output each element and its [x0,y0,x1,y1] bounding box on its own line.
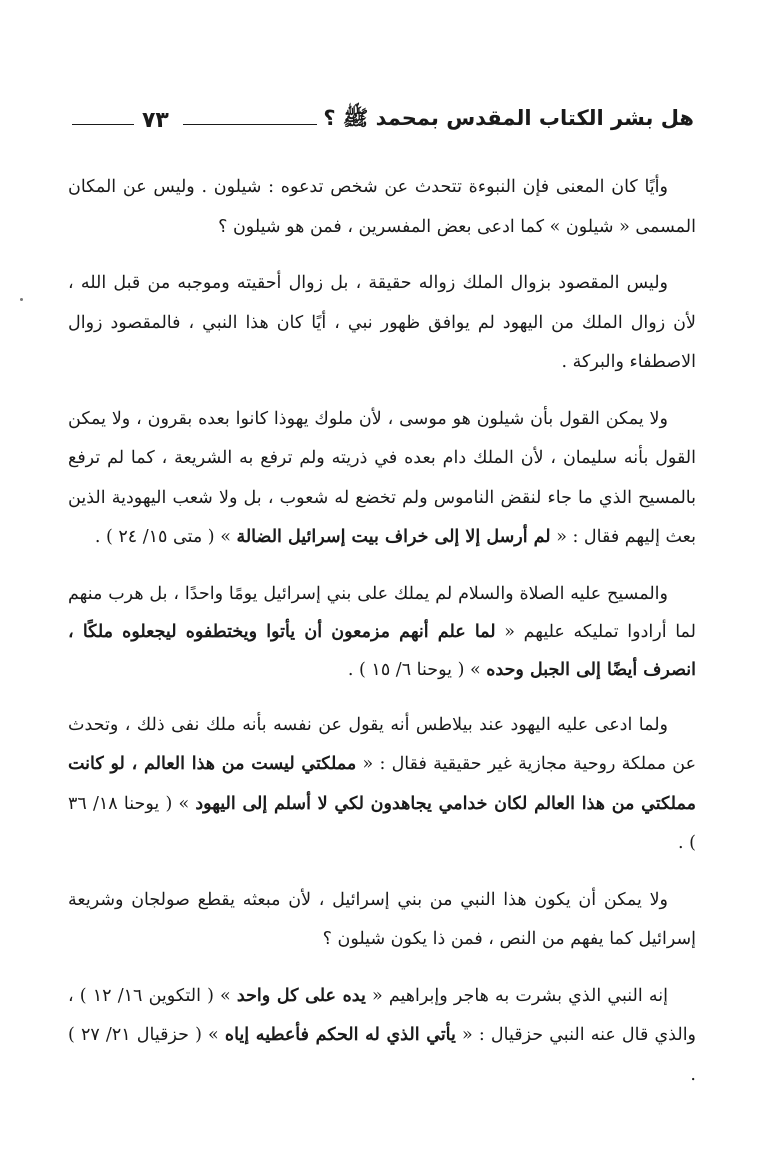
text-segment: وأيًا كان المعنى فإن النبوءة تتحدث عن شخص تدعوه : شيلون . وليس عن المكان المسمى « شيلون » كما ادعى بعض المفسرين ، فمن هو شيلون ؟ [68,177,696,237]
paragraph [68,575,696,689]
text-segment: إنه النبي الذي بشرت به هاجر وإبراهيم « [365,985,668,1006]
margin-mark [20,298,23,301]
paragraph [68,706,696,864]
text-segment: والمسيح عليه الصلاة والسلام لم يملك على بني إسرائيل يومًا واحدًا ، بل هرب منهم لما أرادوا تمليكه عليهم « [68,583,696,642]
text-segment: ولا يمكن القول بأن شيلون هو موسى ، لأن ملوك يهوذا كانوا بعده بقرون ، ولا يمكن القول بأنه سليمان ، لأن الملك دام بعده في ذريته ولم ترفع به الشريعة ، كما لم ترفع بالمسيح الذي ما جاء لنقض الناموس ولم تخضع له شعوب ، بل ولا شعب اليهودية الذين بعث إليهم فقال : « [68,408,696,547]
page-body [68,168,696,1112]
text-segment: وليس المقصود بزوال الملك زواله حقيقة ، بل زوال أحقيته وموجبه من قبل الله ، لأن زوال الملك من اليهود لم يوافق ظهور نبي ، أيًا كان هذا النبي ، فالمقصود زوال الاصطفاء والبركة . [68,273,696,372]
page-number: ٧٣ [142,107,169,133]
paragraph [68,168,696,247]
quotation: مملكتي ليست من هذا العالم ، لو كانت مملكتي من هذا العالم لكان خدامي يجاهدون لكي لا أسلم إلى اليهود [68,754,696,814]
header-rule [183,124,318,125]
quotation: لما علم أنهم مزمعون أن يأتوا ويختطفوه ليجعلوه ملكًا ، انصرف أيضًا إلى الجبل وحده [68,621,696,680]
text-segment: » ( متى ١٥/ ٢٤ ) . [94,527,237,547]
paragraph [68,264,696,383]
quotation: يده على كل واحد [236,985,366,1006]
text-segment: » ( يوحنا ٦/ ١٥ ) . [347,659,487,680]
text-segment: ولما ادعى عليه اليهود عند بيلاطس أنه يقول عن نفسه بأنه ملك نفى ذلك ، وتحدث عن مملكة روحية مجازية غير حقيقية فقال : « [68,714,697,774]
text-segment: » ( التكوين ١٦/ ١٢ ) ، والذي قال عنه النبي حزقيال : « [68,985,697,1045]
paragraph [68,977,696,1096]
text-segment: » ( يوحنا ١٨/ ٣٦ ) . [68,793,696,853]
running-title: هل بشر الكتاب المقدس بمحمد ﷺ ؟ [323,105,694,130]
paragraph [68,400,696,558]
header-rule-end [72,124,134,125]
paragraph [68,881,696,960]
quotation: يأتي الذي له الحكم فأعطيه إياه [224,1025,456,1045]
text-segment: ولا يمكن أن يكون هذا النبي من بني إسرائيل ، لأن مبعثه يقطع صولجان وشريعة إسرائيل كما يفهم من النص ، فمن ذا يكون شيلون ؟ [68,889,696,949]
page-header [72,100,694,140]
text-segment: » ( حزقيال ٢١/ ٢٧ ) . [68,1025,696,1085]
quotation: لم أرسل إلا إلى خراف بيت إسرائيل الضالة [236,527,551,547]
